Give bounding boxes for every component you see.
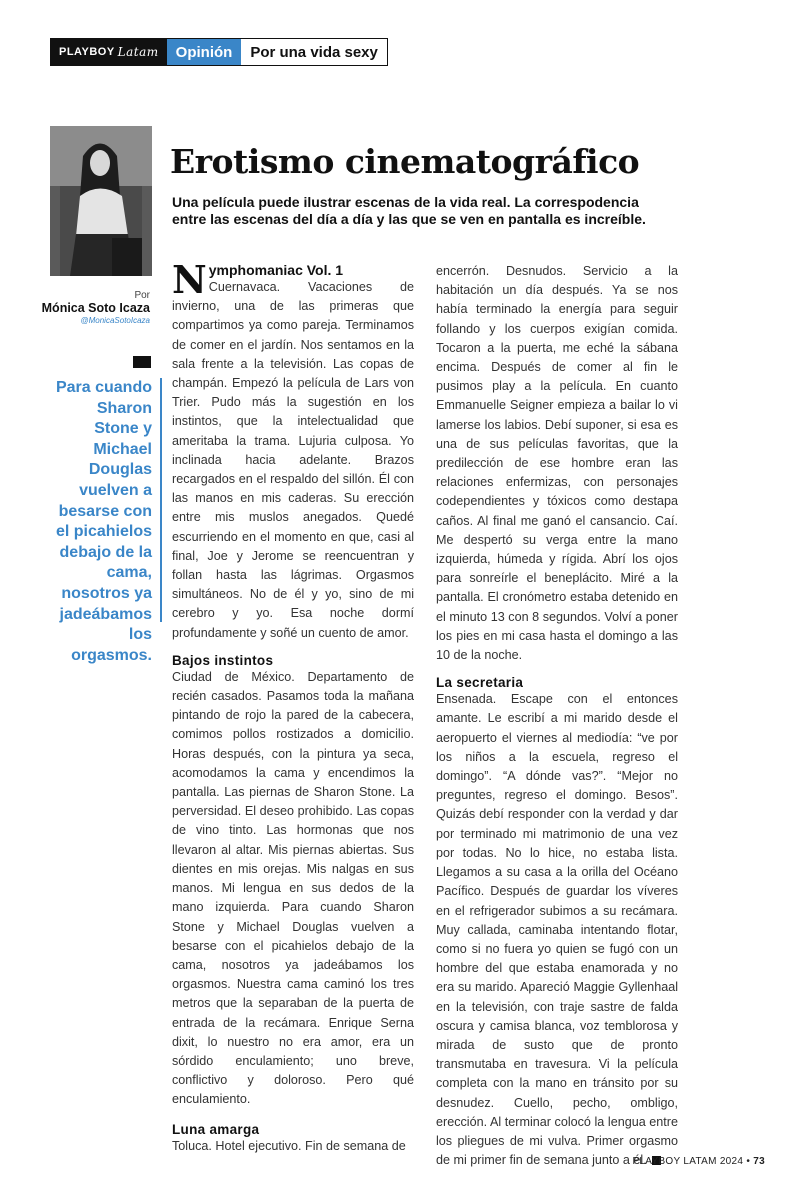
section-body-continued: encerrón. Desnudos. Servicio a la habitación un día después. Ya se nos había terminado la energía para seguir follando y los cuerpos exigían comida. Tocaron a la puerta, me eché la sábana encima. Después de comer al fin le pusimos play a la película. En cuanto Emmanuelle Seigner empieza a bailar lo vi lamerse los labios. Debí suponer, si esa es una de sus películas favoritas, que la predilección de ese hombre eran las relaciones enfermizas, con personajes codependientes y tóxicos como destapa caños. Al final me ganó el cansancio. Caí. Me despertó su verga entre la mano izquierda, húmeda y rígida. Abrí los ojos para sonreírle el beneplácito. Miré a la pantalla. El cronómetro estaba detenido en el minuto 13 con 8 segundos. Volví a poner los pies en mi casa hasta el domingo a las 10 de la noche. [436, 264, 678, 663]
brand-logo [51, 39, 167, 65]
left-column [172, 257, 414, 1156]
section-body: Cuernavaca. Vacaciones de invierno, una de las primeras que compartimos ya como pareja. Terminamos de comer en el jardín. Nos sentamos en la sala frente a la televisión. Las copas de champán. Empezó la película de Lars von Trier. Pudo más la sugestión en los instintos, que la intelectualidad que ameritaba la trama. Lujuria culposa. Yo inclinada hacia adelante. Brazos recargados en el respaldo del sillón. Él con las manos en mis caderas. Su erección entre mis muslos anegados. Quedé escurriendo en el momento en que, casi al final, Joe y Jerome se reencuentran y follan hasta las lágrimas. Orgasmos simultáneos. No de él y yo, sino de mi cerebro y yo. Esa noche dormí profundamente y soñé un cuento de amor. [172, 280, 414, 640]
pull-quote: Para cuando Sharon Stone y Michael Douglas vuelven a besarse con el picahielos debajo de la cama, nosotros ya jadeábamos los orgasmos. [55, 379, 152, 664]
article-title: Erotismo cinematográfico [170, 142, 640, 181]
footer-separator: • [746, 1156, 751, 1167]
byline-marker [133, 356, 151, 368]
author-photo [50, 126, 152, 276]
section-body: Toluca. Hotel ejecutivo. Fin de semana de [172, 1138, 406, 1153]
column-label: Por una vida sexy [241, 39, 387, 65]
author-name: Mónica Soto Icaza [41, 301, 150, 315]
section-la-secretaria [436, 675, 678, 1170]
section-nymphomaniac [172, 257, 414, 643]
footer-publication: PLAYBOY LATAM 2024 [632, 1156, 744, 1167]
page-footer [632, 1156, 765, 1167]
drop-cap: N [172, 257, 207, 302]
section-heading: Bajos instintos [172, 652, 274, 668]
section-bajos-instintos [172, 653, 414, 1110]
article-deck: Una película puede ilustrar escenas de la vida real. La correspodencia entre las escenas del día a día y las que se ven en pantalla es increíble. [172, 194, 646, 227]
brand-sub: Latam [117, 45, 159, 59]
section-heading: ymphomaniac Vol. 1 [208, 262, 344, 278]
byline-label: Por [134, 290, 150, 301]
page-number: 73 [753, 1156, 765, 1167]
byline [40, 290, 150, 325]
section-heading: Luna amarga [172, 1121, 260, 1137]
section-heading: La secretaria [436, 675, 524, 691]
author-photo-image [50, 126, 152, 276]
pull-quote-rule [160, 378, 162, 622]
section-body: Ciudad de México. Departamento de recién casados. Pasamos toda la mañana pintando de rojo la pared de la cabecera, comimos pollos rostizados a domicilio. Horas después, con la pintura ya seca, acomodamos la cama y encendimos la pantalla. Las piernas de Sharon Stone. La perversidad. El deseo prohibido. Las copas de vino tinto. Las hormonas que nos llevaron al altar. Mis piernas abiertas. Sus dientes en mis orejas. Mis nalgas en sus manos. Mi lengua en sus dedos de la mano izquierda. Para cuando Sharon Stone y Michael Douglas vuelven a besarse con el picahielos debajo de la cama, nosotros ya jadeábamos los orgasmos. Nuestra cama caminó los tres metros que la separaban de la puerta de entrada de la recámara. Enrique Serna dixit, lo nuestro no era amor, era un sórdido enculamiento; uno breve, conflictivo y doloroso. Pero qué enculamiento. [172, 669, 414, 1107]
author-handle: @MonicaSotoIcaza [80, 316, 150, 325]
right-column [436, 262, 678, 1170]
section-luna-amarga [172, 1122, 414, 1156]
section-header [50, 38, 388, 66]
section-body [436, 690, 678, 1170]
section-label: Opinión [167, 39, 242, 65]
section-body-text: Ensenada. Escape con el entonces amante. Le escribí a mi marido desde el aeropuerto el viernes al mediodía: “ve por los niños a la escuela, regreso el domingo”. “A dónde vas?”. “Mejor no preguntes, regreso el domingo. Besos”. Quizás debí responder con la verdad y dar por terminado mi matrimonio de una vez por todas. No lo hice, no estaba lista. Llegamos a su casa a la orilla del Océano Pacífico. Después de guardar los víveres en el refrigerador subimos a su recámara. Muy callada, caminaba intentando flotar, como si no fuera yo quien se fugó con un hombre del que estaba enamorada y no era su marido. Apareció Maggie Gyllenhaal en la televisión, con traje sastre de falda oscura y camisa blanca, voz temblorosa y mirada de susto que de pronto transmutaba en travesura. Vi la película completa con la mano en tránsito por su desnudez. Cuello, pecho, ombligo, erección. Al terminar colocó la lengua entre los pliegues de mi vulva. Primer orgasmo de mi primer fin de semana junto a él. [436, 692, 678, 1168]
brand-name: PLAYBOY [59, 46, 115, 58]
